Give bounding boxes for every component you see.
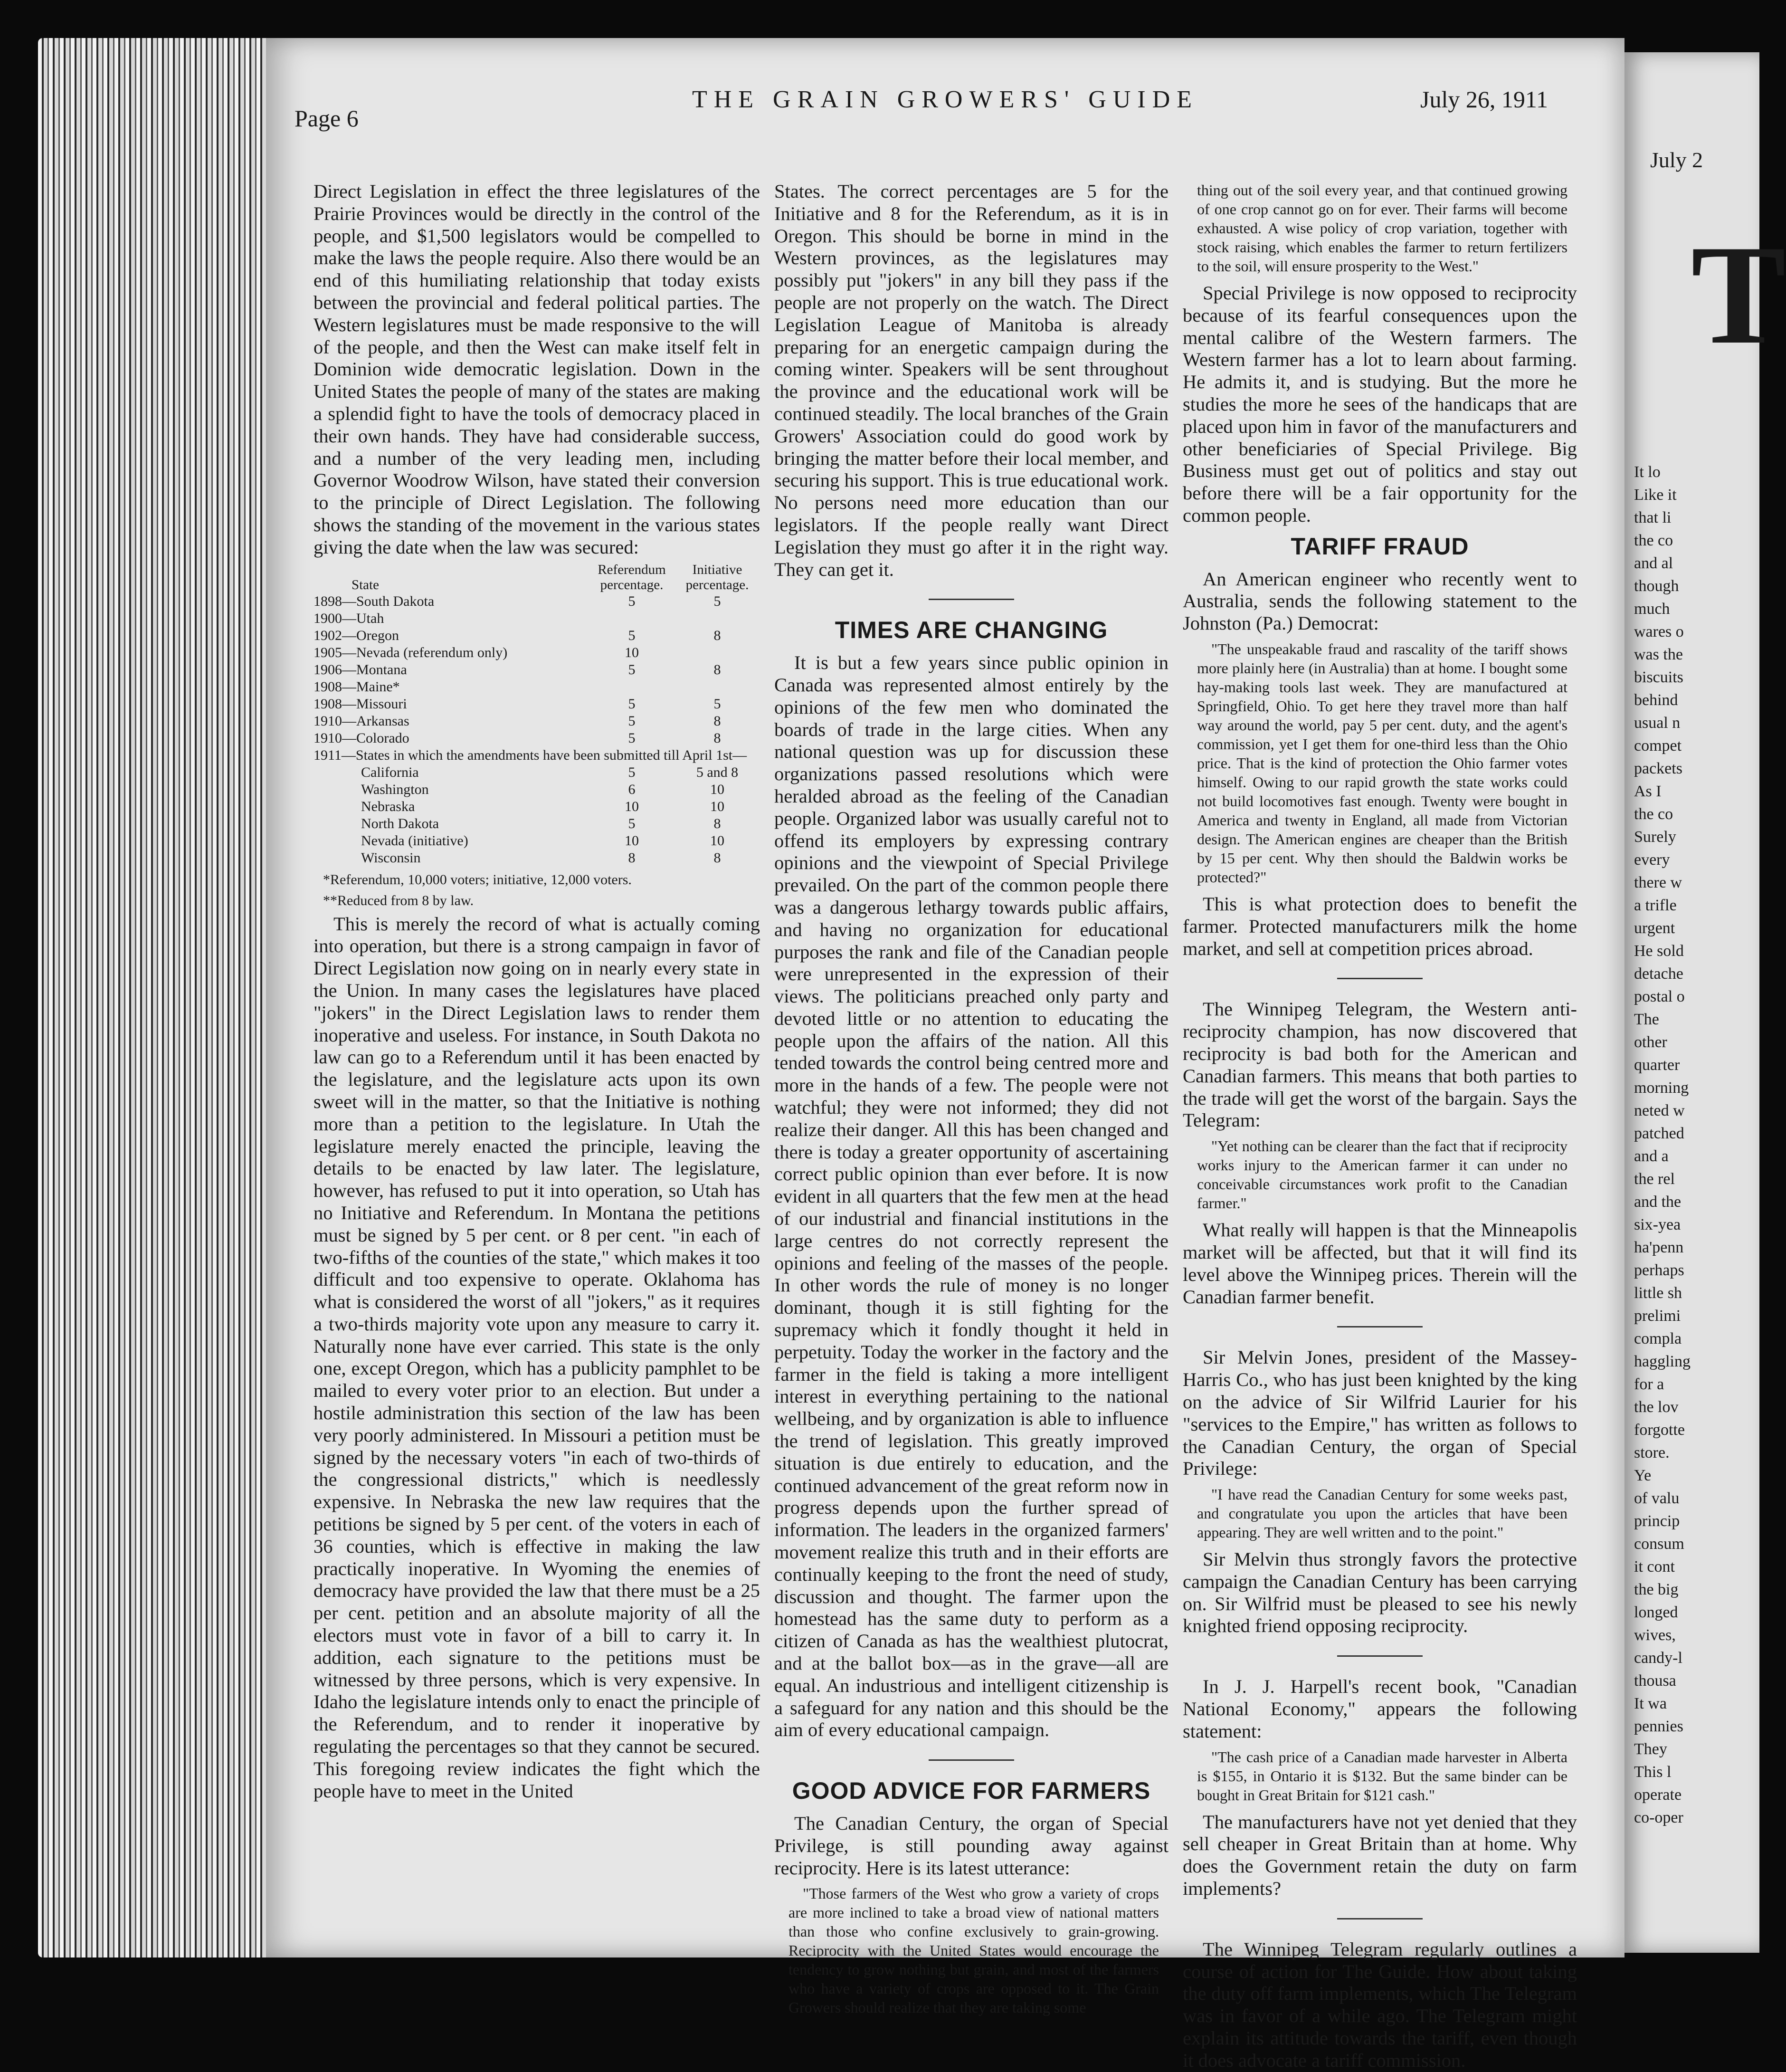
state-cell: Wisconsin <box>361 850 421 866</box>
direct-legislation-table <box>314 562 760 867</box>
table-row <box>314 764 760 781</box>
ref-cell: 5 <box>628 661 636 678</box>
block-quote <box>788 1884 1159 2017</box>
text-fragment: store. <box>1634 1444 1670 1461</box>
text-fragment: every <box>1634 851 1670 869</box>
quote-text: "The unspeakable fraud and rascality of the tariff shows more plainly here (in Australia) than at home. I bought some hay-making tools last week. They are manufactured at Springfield, Ohio. To get here they travel more than half way around the world, pay 5 per cent. duty, and the agent's commission, yet I get them for one-third less than the Ohio price. That is the kind of protection the Ohio farmer votes himself. Owing to our rapid growth the state works could not build locomotives fast enough. Twenty were bought in America and twenty in England, all made from Victorian design. The American engines are cheaper than the British by 15 per cent. Why then should the Baldwin works be protected?" <box>1197 640 1568 886</box>
text-fragment: of valu <box>1634 1490 1680 1507</box>
text-fragment: patched <box>1634 1125 1684 1142</box>
block-quote <box>1197 1136 1568 1213</box>
text-fragment: though <box>1634 577 1679 595</box>
text-fragment: forgotte <box>1634 1421 1685 1439</box>
headline-good-advice-for-farmers: GOOD ADVICE FOR FARMERS <box>792 1777 1151 1805</box>
column-1 <box>314 181 760 1910</box>
paragraph: An American engineer who recently went to Australia, sends the following statement to the Johnston (Pa.) Democrat: <box>1183 568 1577 634</box>
init-cell <box>674 644 760 661</box>
text-fragment: operate <box>1634 1786 1682 1804</box>
init-cell: 5 <box>713 696 721 712</box>
table-row <box>314 815 760 832</box>
init-cell: 8 <box>713 815 721 831</box>
ref-cell: 5 <box>628 696 636 712</box>
table-row <box>314 644 760 661</box>
text-fragment: the lov <box>1634 1398 1679 1416</box>
text-fragment: candy-l <box>1634 1649 1682 1667</box>
headline-tariff-fraud: TARIFF FRAUD <box>1291 533 1469 560</box>
table-row <box>314 832 760 850</box>
paragraph: What really will happen is that the Minneapolis market will be affected, but that it will find its level above the Winnipeg prices. Therein will the Canadian farmer benefit. <box>1183 1219 1577 1308</box>
table-header: Referendum percentage. <box>598 562 666 592</box>
quote-text: "The cash price of a Canadian made harvester in Alberta is $155, in Ontario it is $132. But the same binder can be bought in Great Britain for $121 cash." <box>1197 1748 1568 1804</box>
text-fragment: behind <box>1634 691 1678 709</box>
text-fragment: longed <box>1634 1604 1678 1621</box>
text-fragment: perhaps <box>1634 1261 1684 1279</box>
init-cell: 5 and 8 <box>696 764 739 780</box>
drop-cap: T <box>1691 216 1786 373</box>
text-fragment: was the <box>1634 646 1683 663</box>
text-fragment: it cont <box>1634 1558 1675 1575</box>
block-quote <box>1197 181 1568 276</box>
init-cell <box>674 678 760 696</box>
issue-date: July 26, 1911 <box>1420 86 1548 113</box>
text-fragment: and a <box>1634 1147 1669 1165</box>
table-footnote: **Reduced from 8 by law. <box>323 892 474 908</box>
paragraph: It is but a few years since public opinion in Canada was represented almost entirely by the opinions of the few men who dominated the boards of trade in the large cities. When any national question was up for discussion these organizations passed resolutions which were heralded abroad as the feeling of the Canadian people. Organized labor was usually careful not to offend its employers by expressing contrary opinions and the viewpoint of Special Privilege prevailed. On the part of the common people there was a dangerous lethargy towards public affairs, and having no organization for educational purposes the rank and file of the Canadian people were unrepresented in the expression of their views. The politicians preached only party and devoted little or no attention to educating the people upon the affairs of the nation. All this tended towards the control being centred more and more in the hands of a few. The people were not watchful; they were not informed; they did not realize their danger. All this has been changed and there is today a greater opportunity of ascertaining correct public opinion than ever before. It is now evident in all quarters that the few men at the head of our industrial and financial institutions in the large centres do not correctly represent the opinions and feeling of the masses of the people. In other words the rule of money is no longer dominant, though it is still fighting for the supremacy which it fondly thought it held in perpetuity. Today the worker in the factory and the farmer in the field is taking a more intelligent interest in everything pertaining to the national wellbeing, and by organization is able to influence the trend of legislation. This greatly improved situation is due entirely to education, and the continued advancement of the great reform now in progress depends upon the further spread of information. The leaders in the organized farmers' movement realize this truth and in their efforts are continually keeping to the front the need of study, discussion and thought. The farmer upon the homestead has the same duty to perform as a citizen of Canada as has the wealthiest plutocrat, and at the ballot box—as in the grave—all are equal. An industrious and intelligent citizenship is a safeguard for any nation and this should be the aim of every educational campaign. <box>774 652 1168 1741</box>
ref-cell: 5 <box>628 764 636 780</box>
text-fragment: the big <box>1634 1581 1679 1598</box>
text-fragment: thousa <box>1634 1672 1676 1690</box>
state-cell: 1908—Maine* <box>314 678 400 695</box>
text-fragment: It wa <box>1634 1695 1667 1712</box>
text-fragment: pennies <box>1634 1718 1683 1735</box>
init-cell: 10 <box>710 781 724 797</box>
state-cell: 1910—Colorado <box>314 730 409 746</box>
init-cell: 8 <box>713 627 721 643</box>
newspaper-page <box>266 38 1624 2071</box>
block-quote <box>1197 1485 1568 1542</box>
init-cell: 8 <box>713 850 721 866</box>
block-quote <box>1197 640 1568 887</box>
text-fragment: postal o <box>1634 988 1685 1005</box>
ref-cell: 10 <box>625 832 639 849</box>
text-fragment: They <box>1634 1740 1667 1758</box>
block-quote <box>1197 1747 1568 1805</box>
text-fragment: wives, <box>1634 1626 1676 1644</box>
init-cell: 5 <box>713 593 721 609</box>
text-fragment: Ye <box>1634 1467 1652 1484</box>
text-fragment: that li <box>1634 509 1672 526</box>
section-divider <box>929 599 1014 600</box>
text-fragment: morning <box>1634 1079 1689 1097</box>
text-fragment: urgent <box>1634 919 1675 937</box>
paragraph: Direct Legislation in effect the three legislatures of the Prairie Provinces would be directly in the control of the people, and $1,500 legislators would be compelled to make the laws the people require. Also there would be an end of this humiliating relationship that today exists between the provincial and federal political parties. The Western legislatures must be made responsive to the will of the people, and then the West can make itself felt in Dominion wide democratic legislation. Down in the United States the people of many of the states are making a splendid fight to have the tools of democracy placed in their own hands. They have had considerable success, and a number of the very leading men, including Governor Woodrow Wilson, have stated their conversion to the principle of Direct Legislation. The following shows the standing of the movement in the various states giving the date when the law was secured: <box>314 181 760 558</box>
section-divider <box>1337 1918 1423 1919</box>
init-cell: 10 <box>710 832 724 849</box>
ref-cell: 5 <box>628 730 636 746</box>
section-divider <box>929 1759 1014 1761</box>
table-row <box>314 730 760 747</box>
table-row <box>314 696 760 713</box>
text-fragment: princip <box>1634 1512 1680 1530</box>
paragraph: This is merely the record of what is actually coming into operation, but there is a strong campaign in favor of Direct Legislation now going on in nearly every state in the Union. In many cases the legislatures have placed "jokers" in the Direct Legislation laws to render them inoperative and useless. For instance, in South Dakota no law can go to a Referendum until it has been enacted by the legislature, and the legislature acts upon its own sweet will in the matter, so that the Initiative is nothing more than a petition to the legislature. In Utah the legislature merely enacted the principle, leaving the details to be enacted by law later. The legislature, however, has refused to put it into operation, so Utah has no Initiative and Referendum. In Montana the petitions must be signed by 5 per cent. or 8 per cent. "in each of two-fifths of the counties of the state," which makes it too difficult and too expensive to operate. Oklahoma has what is considered the worst of all "jokers," as it requires a two-thirds majority vote upon any measure to carry it. Naturally none have ever carried. This state is the only one, except Oregon, which has a publicity pamphlet to be mailed to every voter prior to an election. But under a hostile administration this section of the law has been very poorly administered. In Missouri a petition must be signed by the necessary voters "in each of two-thirds of the congressional districts," which is needlessly expensive. In Nebraska the new law requires that the petitions be signed by 5 per cent. of the voters in each of 36 counties, which is effective in making the law practically inoperative. In Wyoming the enemies of democracy have provided the law that there must be a 25 per cent. petition and an absolute majority of all the electors must vote in favor of a bill to carry it. In addition, each signature to the petitions must be witnessed by three persons, which is very expensive. In Idaho the legislature intends only to enact the principle of the Referendum, and to render it inoperative by regulating the percentages so that they cannot be secured. This foregoing review indicates the fight which the people have to meet in the United <box>314 913 760 1802</box>
ref-cell: 6 <box>628 781 636 797</box>
text-fragment: co-oper <box>1634 1809 1683 1826</box>
text-fragment: other <box>1634 1033 1667 1051</box>
ref-cell <box>589 678 674 696</box>
paragraph: States. The correct percentages are 5 for the Initiative and 8 for the Referendum, as it is in Oregon. This should be borne in mind in the Western provinces, as the legislatures may possibly put "jokers" in any bill they pass if the people are not properly on the watch. The Direct Legislation League of Manitoba is already preparing for an energetic campaign during the coming winter. Speakers will be sent throughout the province and the educational work will be continued steadily. The local branches of the Grain Growers' Association could do good work by bringing the matter before their local member, and securing his support. This is true educational work. No persons need more education than our legislators. If the people really want Direct Legislation they must go after it in the right way. They can get it. <box>774 181 1168 580</box>
text-fragment: for a <box>1634 1375 1664 1393</box>
text-fragment: The <box>1634 1011 1659 1028</box>
text-fragment: compla <box>1634 1330 1682 1347</box>
text-fragment: biscuits <box>1634 668 1683 686</box>
paragraph: The Winnipeg Telegram regularly outlines a course of action for The Guide. How about taking the duty off farm implements, which The Telegram was in favor of a while ago. The Telegram might explain its attitude towards the tariff, even though it does advocate a tariff commission. <box>1183 1938 1577 2071</box>
text-fragment: As I <box>1634 783 1662 800</box>
text-fragment: the co <box>1634 805 1673 823</box>
state-cell: North Dakota <box>361 815 439 831</box>
quote-text: "Those farmers of the West who grow a variety of crops are more inclined to take a broad view of national matters than those who confine exclusively to grain-growing. Reciprocity with the United States would encourage the tendency to grow nothing but grain, and most of the farmers who have a variety of crops are opposed to it. The Grain Growers should realize that they are taking some <box>788 1885 1159 2016</box>
text-fragment: compet <box>1634 737 1682 754</box>
ref-cell: 8 <box>628 850 636 866</box>
text-fragment: ha'penn <box>1634 1239 1684 1256</box>
text-fragment: quarter <box>1634 1056 1680 1074</box>
text-fragment: It lo <box>1634 463 1661 481</box>
table-row <box>314 627 760 644</box>
text-fragment: little sh <box>1634 1284 1682 1302</box>
next-page-date: July 2 <box>1650 148 1703 172</box>
state-cell: California <box>361 764 419 780</box>
table-row <box>314 798 760 815</box>
headline-times-are-changing: TIMES ARE CHANGING <box>835 617 1108 644</box>
table-header: Initiative percentage. <box>685 562 749 592</box>
paragraph: The Winnipeg Telegram, the Western anti-reciprocity champion, has now discovered that reciprocity is bad both for the American and Canadian farmers. This means that both parties to the trade will get the worst of the bargain. Says the Telegram: <box>1183 998 1577 1131</box>
text-fragment: the co <box>1634 532 1673 549</box>
table-row <box>314 610 760 627</box>
table-header: State <box>352 577 379 592</box>
text-fragment: six-yea <box>1634 1216 1681 1233</box>
ref-cell: 10 <box>625 644 639 660</box>
state-cell: Washington <box>361 781 429 797</box>
section-divider <box>1337 1655 1423 1657</box>
text-fragment: Surely <box>1634 828 1676 846</box>
table-footnote: *Referendum, 10,000 voters; initiative, 12,000 voters. <box>323 871 632 888</box>
text-fragment: the rel <box>1634 1170 1675 1188</box>
state-cell: 1908—Missouri <box>314 696 407 712</box>
paragraph: The Canadian Century, the organ of Special Privilege, is still pounding away against reciprocity. Here is its latest utterance: <box>774 1812 1168 1879</box>
state-cell: Nebraska <box>361 798 415 814</box>
ref-cell <box>589 610 674 627</box>
text-fragment: wares o <box>1634 623 1684 640</box>
text-fragment: prelimi <box>1634 1307 1681 1325</box>
ref-cell: 5 <box>628 713 636 729</box>
text-fragment: packets <box>1634 760 1682 777</box>
init-cell <box>674 610 760 627</box>
table-row <box>314 661 760 678</box>
column-3 <box>1183 181 1577 2071</box>
text-fragment: This l <box>1634 1763 1672 1781</box>
ref-cell: 5 <box>628 627 636 643</box>
state-cell: 1911—States in which the amendments have been submitted till April 1st— <box>314 747 747 763</box>
next-page-edge <box>1624 52 1786 1953</box>
text-fragment: much <box>1634 600 1670 618</box>
book-binding-edge <box>38 38 294 1957</box>
paragraph: The manufacturers have not yet denied that they sell cheaper in Great Britain than at home. Why does the Government retain the duty on farm implements? <box>1183 1811 1577 1900</box>
state-cell: 1910—Arkansas <box>314 713 409 729</box>
section-divider <box>1337 1326 1423 1327</box>
init-cell: 8 <box>713 730 721 746</box>
paragraph: Special Privilege is now opposed to reciprocity because of its fearful consequences upon the mental calibre of the Western farmers. The Western farmer has a lot to learn about farming. He admits it, and is studying. But the more he studies the more he sees of the handicaps that are placed upon him in favor of the manufacturers and other beneficiaries of Special Privilege. Big Business must get out of politics and stay out before there will be a fair opportunity for the common people. <box>1183 282 1577 526</box>
state-cell: 1898—South Dakota <box>314 593 435 609</box>
next-page-text-fragments <box>1634 461 1762 1829</box>
text-fragment: haggling <box>1634 1353 1691 1370</box>
init-cell: 10 <box>710 798 724 814</box>
state-cell: 1906—Montana <box>314 661 407 678</box>
masthead-title: THE GRAIN GROWERS' GUIDE <box>692 86 1199 113</box>
column-2 <box>774 181 1168 2016</box>
quote-text: thing out of the soil every year, and that continued growing of one crop cannot go on for ever. Their farms will become exhausted. A wise policy of crop variation, together with stock raising, which enables the farmer to return fertilizers to the soil, will ensure prosperity to the West." <box>1197 181 1568 275</box>
ref-cell: 5 <box>628 815 636 831</box>
table-row <box>314 678 760 696</box>
state-cell: 1902—Oregon <box>314 627 399 643</box>
text-fragment: Like it <box>1634 486 1677 504</box>
quote-text: "I have read the Canadian Century for some weeks past, and congratulate you upon the articles that have been appearing. They are well written and to the point." <box>1197 1486 1568 1541</box>
text-fragment: and the <box>1634 1193 1682 1211</box>
ref-cell: 5 <box>628 593 636 609</box>
paragraph: Sir Melvin Jones, president of the Massey-Harris Co., who has just been knighted by the king on the advice of Sir Wilfrid Laurier for his "services to the Empire," has written as follows to the Canadian Century, the organ of Special Privilege: <box>1183 1346 1577 1480</box>
table-row <box>314 850 760 867</box>
paragraph: In J. J. Harpell's recent book, "Canadian National Economy," appears the following statement: <box>1183 1676 1577 1742</box>
table-row <box>314 747 760 764</box>
section-divider <box>1337 978 1423 979</box>
state-cell: Nevada (initiative) <box>361 832 468 849</box>
paragraph: This is what protection does to benefit the farmer. Protected manufacturers milk the home market, and sell at competition prices abroad. <box>1183 893 1577 959</box>
quote-text: "Yet nothing can be clearer than the fact that if reciprocity works injury to the American farmer it can under no conceivable circumstances work profit to the Canadian farmer." <box>1197 1137 1568 1212</box>
text-fragment: there w <box>1634 874 1682 891</box>
text-fragment: detache <box>1634 965 1683 983</box>
table-header-row <box>314 562 760 593</box>
text-fragment: and al <box>1634 554 1673 572</box>
state-cell: 1905—Nevada (referendum only) <box>314 644 508 660</box>
text-fragment: usual n <box>1634 714 1681 732</box>
paragraph: Sir Melvin thus strongly favors the protective campaign the Canadian Century has been carrying on. Sir Wilfrid must be pleased to see his newly knighted friend opposing reciprocity. <box>1183 1548 1577 1637</box>
init-cell: 8 <box>713 661 721 678</box>
table-row <box>314 713 760 730</box>
state-cell: 1900—Utah <box>314 610 384 626</box>
table-row <box>314 593 760 610</box>
text-fragment: a trifle <box>1634 897 1677 914</box>
ref-cell: 10 <box>625 798 639 814</box>
page-number: Page 6 <box>294 105 359 132</box>
text-fragment: consum <box>1634 1535 1684 1553</box>
text-fragment: neted w <box>1634 1102 1685 1119</box>
text-fragment: He sold <box>1634 942 1684 960</box>
init-cell: 8 <box>713 713 721 729</box>
table-row <box>314 781 760 798</box>
